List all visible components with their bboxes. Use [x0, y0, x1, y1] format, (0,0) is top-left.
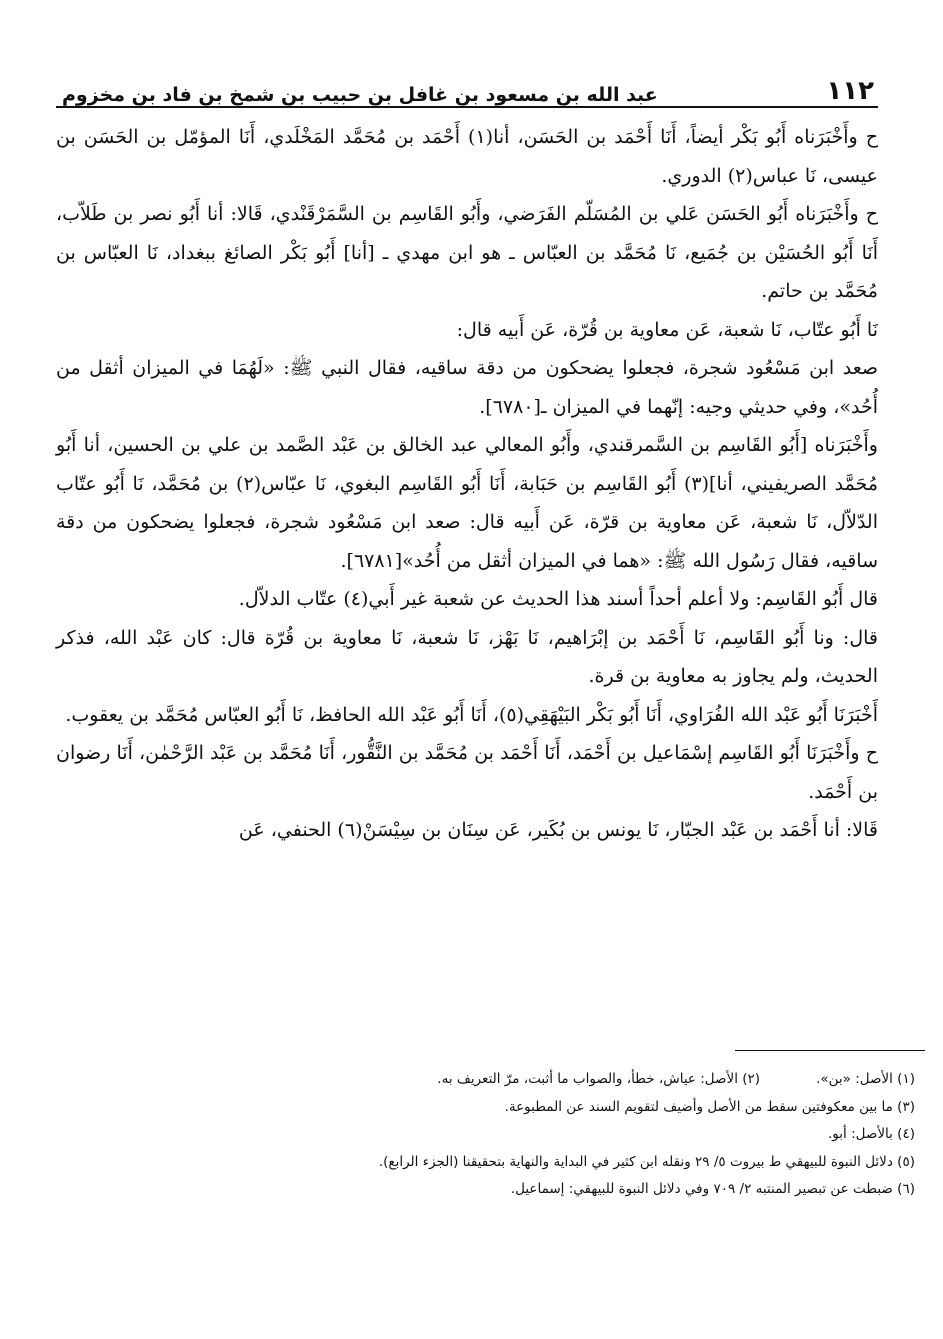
paragraph: ح وأَخْبَرَنَا أَبُو القَاسِم إسْمَاعيل بن أَحْمَد، أَنَا أَحْمَد بن مُحَمَّد بن النَّقُّور، أَنَا مُحَمَّد بن عَبْد الرَّحْمٰن، أَنَا رضوان بن أَحْمَد.: [56, 742, 878, 803]
running-title: عبد الله بن مسعود بن غافل بن حبيب بن شمخ بن فاد بن مخزوم: [62, 84, 658, 106]
page-number: ١١٢: [826, 76, 874, 106]
main-text: [56, 118, 878, 850]
footnote-1: (١) الأصل: «بن».: [816, 1071, 915, 1087]
paragraph: أَخْبَرَنَا أَبُو عَبْد الله الفُرَاوي، أَنَا أَبُو بَكْر البَيْهَقِي(٥)، أَنَا أَبُو عَبْد الله الحافظ، نَا أَبُو العبّاس مُحَمَّد بن يعقوب.: [65, 703, 878, 726]
paragraph: قال أَبُو القَاسِم: ولا أعلم أحداً أسند هذا الحديث عن شعبة غير أَبي(٤) عتّاب الدلاّل.: [238, 588, 878, 610]
paragraph: قال: ونا أَبُو القَاسِم، نَا أَحْمَد بن إبْرَاهيم، نَا بَهْز، نَا شعبة، نَا معاوية بن قُرّة قال: كان عَبْد الله، فذكر الحديث، ولم يجاوز به معاوية بن قرة.: [56, 626, 878, 687]
paragraph: ح وأَخْبَرَناه أَبُو الحَسَن عَلي بن المُسَلّم الفَرَضي، وأَبُو القَاسِم بن السَّمَرْقَنْدي، قَالا: أنا أَبُو نصر بن طَلاّب، أَنَا أَبُو الحُسَيْن بن جُمَيع، نَا مُحَمَّد بن العبّاس ـ هو ابن مهدي ـ [أنا] أَبُو بَكْر الصائغ ببغداد، نَا العبّاس بن مُحَمَّد بن حاتم.: [56, 203, 878, 302]
paragraph: صعد ابن مَسْعُود شجرة، فجعلوا يضحكون من دقة ساقيه، فقال النبي ﷺ: «لَهُمَا في الميزان أثقل من أُحُد»، وفي حديثي وجيه: إنّهما في الميزان ـ[٦٧٨٠].: [56, 357, 878, 418]
footnote-6: (٦) ضبطت عن تبصير المنتبه ٢/ ٧٠٩ وفي دلائل النبوة للبيهقي: إسماعيل.: [510, 1181, 915, 1198]
footnote-3: (٣) ما بين معكوفتين سقط من الأصل وأضيف لتقويم السند عن المطبوعة.: [504, 1098, 915, 1115]
paragraph: وأَخْبَرَناه [أَبُو القَاسِم بن السَّمرقندي، وأَبُو المعالي عبد الخالق بن عَبْد الصَّمد بن علي بن الحسين، أنا أَبُو مُحَمَّد الصريفيني، أنا](٣) أَبُو القَاسِم بن حَبَابة، أَنَا أَبُو القَاسِم البغوي، نَا عبّاس(٢) بن مُحَمَّد، نَا أَبُو عتّاب الدّلاّل، نَا شعبة، عَن معاوية بن قرّة، عَن أَبيه قال: صعد ابن مَسْعُود شجرة، فجعلوا يضحكون من دقة ساقيه، فقال رَسُول الله ﷺ: «هما في الميزان أثقل من أُحُد»[٦٧٨١].: [56, 434, 878, 572]
footnote-5: (٥) دلائل النبوة للبيهقي ط بيروت ٥/ ٢٩ ونقله ابن كثير في البداية والنهاية بتحقيقنا (الجزء الرابع).: [378, 1153, 915, 1170]
paragraph: قَالا: أنا أَحْمَد بن عَبْد الجبّار، نَا يونس بن بُكَير، عَن سِنَان بن سِيْسَنْ(٦) الحنفي، عَن: [238, 819, 878, 841]
footnotes: [121, 1066, 915, 1204]
footnote-row: [121, 1066, 915, 1094]
footnote-2: (٢) الأصل: عياش، خطأ، والصواب ما أثبت، مرّ التعريف به.: [437, 1071, 761, 1087]
page-header: [56, 70, 878, 108]
paragraph: نَا أَبُو عتّاب، نَا شعبة، عَن معاوية بن قُرّة، عَن أَبيه قال:: [456, 318, 878, 341]
paragraph: ح وأَخْبَرَناه أَبُو بَكْر أيضاً، أَنَا أَحْمَد بن الحَسَن، أنا(١) أَحْمَد بن مُحَمَّد المَخْلَدي، أَنَا المؤمّل بن الحَسَن بن عيسى، نَا عباس(٢) الدوري.: [56, 126, 879, 187]
footnote-4: (٤) بالأصل: أبو.: [828, 1126, 915, 1143]
footnote-separator: [735, 1050, 925, 1051]
book-page: [56, 70, 878, 850]
